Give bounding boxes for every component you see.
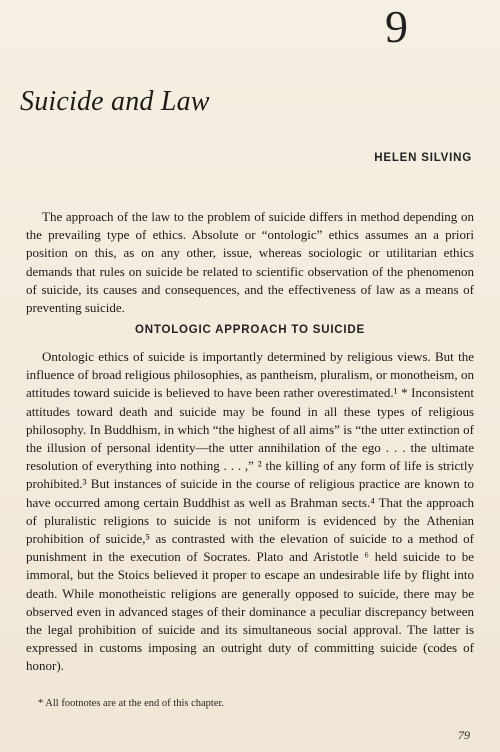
- author-name: HELEN SILVING: [374, 152, 472, 164]
- chapter-title: Suicide and Law: [20, 86, 210, 117]
- intro-paragraph: The approach of the law to the problem of suicide differs in method depending on the prevailing type of ethics. Absolute or “ontologic” ethics assumes an a priori position on this, as on any other, issue, whereas sociologic or utilitarian ethics demands that rules on suicide be related to scientific observation of the phenomenon of suicide, its causes and consequences, and the effectiveness of law as a means of preventing suicide.: [26, 209, 474, 316]
- footnote: * All footnotes are at the end of this chapter.: [38, 698, 225, 709]
- section-heading: ONTOLOGIC APPROACH TO SUICIDE: [134, 324, 365, 336]
- chapter-number: 9: [385, 1, 408, 52]
- body-paragraph: Ontologic ethics of suicide is importantly determined by religious views. But the influence of broad religious philosophies, as pantheism, pluralism, or monotheism, on attitudes toward suicide is believed to have been rather overestimated.¹ * Inconsistent attitudes toward death and suicide may be found in all these types of religious philosophy. In Buddhism, in which “the highest of all aims” is “the utter extinction of the illusion of personal identity—the utter annihilation of the ego . . . the ultimate resolution of everything into nothing . . . ,” ² the killing of any form of life is strictly prohibited.³ But instances of suicide in the course of religious practice are known to have occurred among certain Buddhist as well as Brahman sects.⁴ That the approach of pluralistic religions to suicide is not uniform is evidenced by the Athenian prohibition of suicide,⁵ as contrasted with the elevation of suicide to a method of punishment in the execution of Socrates. Plato and Aristotle ⁶ held suicide to be immoral, but the Stoics believed it proper to escape an undesirable life by flight into death. While monotheistic religions are generally opposed to suicide, there may be observed even in advanced stages of their dominance a peculiar discrepancy between the legal prohibition of suicide and its simultaneous social approval. The latter is expressed in customs imposing an outright duty of committing suicide (codes of honor).: [26, 349, 474, 674]
- page-number: 79: [458, 728, 470, 742]
